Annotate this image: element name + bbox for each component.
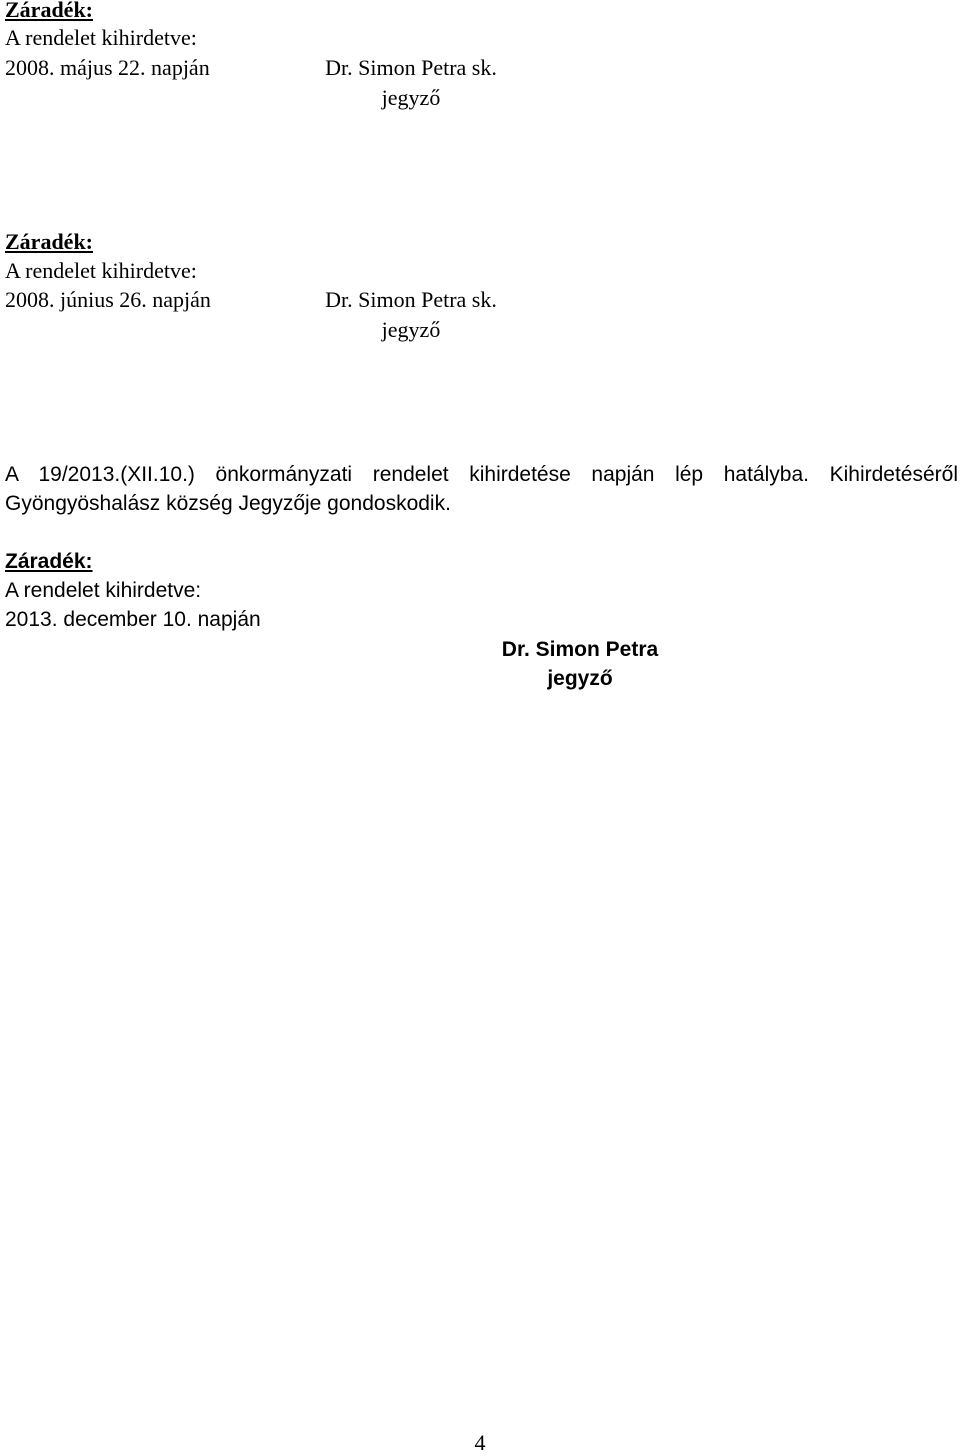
promulgation-label-1: A rendelet kihirdetve: [5, 25, 197, 50]
closing-clause-heading-2: Záradék: [5, 229, 93, 254]
entry-into-force-line-2: Gyöngyöshalász község Jegyzője gondoskodik. [5, 492, 451, 515]
closing-clause-heading-3: Záradék: [5, 550, 93, 573]
signer-title-2: jegyző [381, 317, 441, 342]
promulgation-date-3: 2013. december 10. napján [5, 608, 261, 631]
signer-name-2: Dr. Simon Petra sk. [325, 287, 497, 312]
promulgation-label-2: A rendelet kihirdetve: [5, 258, 197, 283]
promulgation-label-3: A rendelet kihirdetve: [5, 579, 202, 602]
signer-name-3: Dr. Simon Petra [501, 638, 659, 661]
promulgation-date-2: 2008. június 26. napján [5, 287, 211, 312]
signer-title-3: jegyző [547, 667, 613, 690]
signer-name-1: Dr. Simon Petra sk. [325, 55, 497, 80]
entry-into-force-line-1: A 19/2013.(XII.10.) önkormányzati rendelet kihirdetése napján lép hatályba. Kihirdetéséről [5, 463, 958, 486]
closing-clause-heading-1: Záradék: [5, 0, 93, 22]
promulgation-date-1: 2008. május 22. napján [5, 55, 210, 80]
page-number: 4 [474, 1430, 486, 1455]
signer-title-1: jegyző [381, 85, 441, 110]
